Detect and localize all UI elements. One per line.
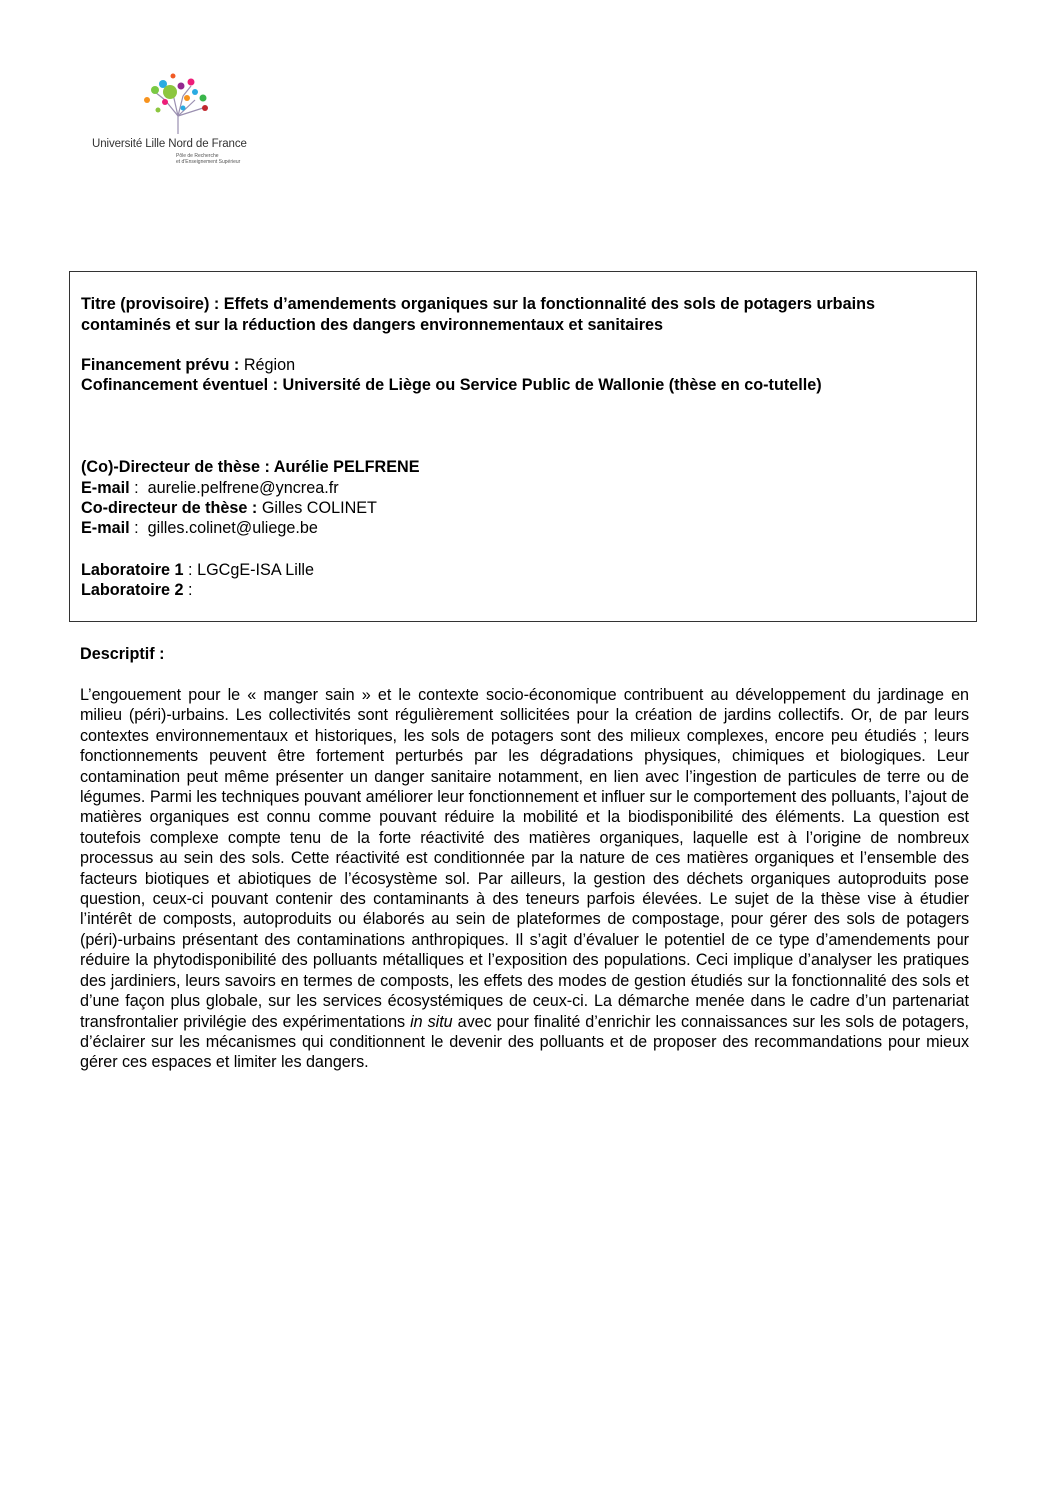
title-line1 — [81, 294, 875, 314]
director-label: (Co)-Directeur de thèse : — [81, 458, 270, 476]
director-row — [81, 457, 420, 477]
title-text-line1: Effets d’amendements organiques sur la fonctionnalité des sols de potagers urbains — [223, 295, 875, 313]
cofunding-label: Cofinancement éventuel : — [81, 376, 278, 394]
email2-value[interactable]: gilles.colinet@uliege.be — [147, 519, 318, 537]
university-tree-logo-icon — [143, 70, 238, 138]
email1-label: E-mail — [81, 479, 130, 497]
codirector-row — [81, 498, 377, 518]
logo-tagline-line1: Pôle de Recherche — [176, 153, 219, 159]
logo-tagline — [176, 154, 240, 165]
description-body — [80, 685, 969, 1073]
description-text-part2: avec pour finalité d’enrichir les connaissances sur les sols de potagers, d’éclairer sur les mécanismes qui conditionnent le devenir des polluants et de proposer des recommandations pour mieux gérer ces espaces et limiter les dangers. — [80, 1012, 970, 1072]
cofunding-value: Université de Liège ou Service Public de Wallonie (thèse en co-tutelle) — [282, 376, 822, 394]
thesis-info-box — [69, 271, 977, 622]
funding-value: Région — [243, 356, 296, 374]
description-italic-text: in situ — [410, 1012, 453, 1031]
university-logo — [88, 70, 268, 170]
funding-row — [81, 355, 295, 375]
lab1-value: LGCgE-ISA Lille — [197, 561, 315, 579]
title-line2: contaminés et sur la réduction des dangers environnementaux et sanitaires — [81, 316, 664, 334]
email2-label: E-mail — [81, 519, 130, 537]
email1-row: E-mail : aurelie.pelfrene@yncrea.fr — [81, 479, 339, 497]
email2-row: E-mail : gilles.colinet@uliege.be — [81, 519, 318, 537]
title-label: Titre (provisoire) : — [81, 295, 220, 313]
lab1-label: Laboratoire 1 — [81, 561, 184, 579]
lab2-row: Laboratoire 2 : — [81, 581, 193, 599]
logo-tagline-line2: et d'Enseignement Supérieur — [176, 158, 241, 165]
codirector-value: Gilles COLINET — [261, 499, 377, 517]
lab2-label: Laboratoire 2 — [81, 581, 184, 599]
email1-value[interactable]: aurelie.pelfrene@yncrea.fr — [147, 479, 339, 497]
lab1-row: Laboratoire 1 : LGCgE-ISA Lille — [81, 561, 315, 579]
director-value: Aurélie PELFRENE — [273, 458, 420, 476]
description-heading: Descriptif : — [80, 645, 165, 663]
funding-label: Financement prévu : — [81, 356, 240, 374]
cofunding-row — [81, 375, 822, 395]
description-text-part1: L’engouement pour le « manger sain » et le contexte socio-économique contribuent au développement du jardinage en milieu (péri)-urbains. Les collectivités sont régulièrement sollicitées pour la création de jardins collectifs. Or, de par leurs contextes environnementaux et historiques, les sols de potagers sont des milieux complexes, encore peu étudiés ; leurs fonctionnements peuvent être fortement perturbés par les dégradations physiques, chimiques et biologiques. Leur contamination peut même présenter un danger sanitaire notamment, en lien avec l’ingestion de particules de terre ou de légumes. Parmi les techniques pouvant améliorer leur fonctionnement et influer sur le comportement des polluants, l’ajout de matières organiques est connu comme pouvant réduire la mobilité et la biodisponibilité des éléments. La question est toutefois complexe compte tenu de la forte réactivité des matières organiques, laquelle est à l’origine de nombreux processus au sein des sols. Cette réactivité est conditionnée par la nature de ces matières organiques et l’ensemble des facteurs biotiques et abiotiques de l’écosystème sol. Par ailleurs, la gestion des déchets organiques autoproduits pose question, ceux-ci pouvant contenir des contaminants à des teneurs parfois élevées. Le sujet de la thèse vise à étudier l’intérêt de composts, autoproduits ou élaborés au sein de plateformes de compostage, pour gérer des sols de potagers (péri)-urbains présentant des contaminations anthropiques. Il s’agit d’évaluer le potentiel de ce type d’amendements pour réduire la phytodisponibilité des polluants métalliques et l’exposition des populations. Ceci implique d’analyser les pratiques des jardiniers, leurs savoirs en termes de composts, les effets des modes de gestion étudiés sur la fonctionnalité des sols et d’une façon plus globale, sur les services écosystémiques de ceux-ci. La démarche menée dans le cadre d’un partenariat transfrontalier privilégie des expérimentations — [80, 686, 969, 1031]
logo-university-name: Université Lille Nord de France — [92, 138, 247, 150]
codirector-label: Co-directeur de thèse : — [81, 499, 258, 517]
